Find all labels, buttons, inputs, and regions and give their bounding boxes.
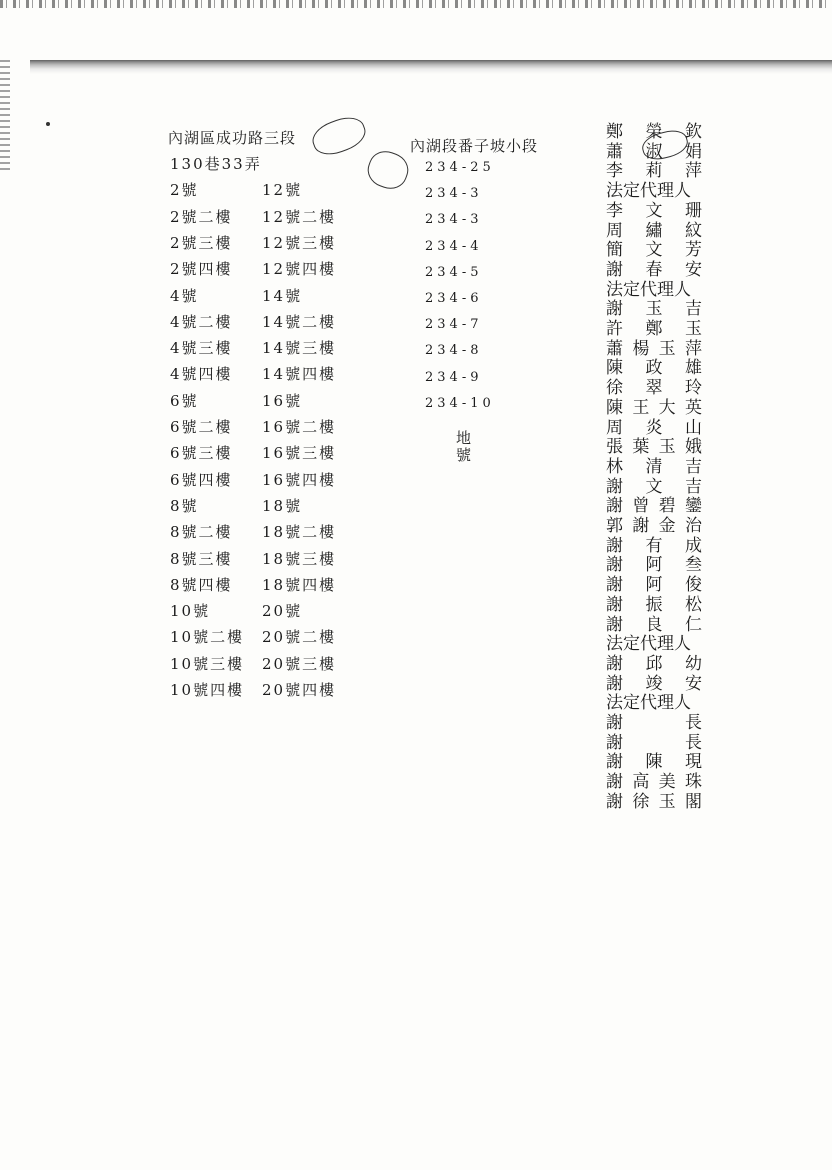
lot-number: 234-8	[425, 343, 483, 359]
address-col-a: 2號四樓	[170, 260, 233, 279]
address-col-b: 14號四樓	[262, 365, 337, 384]
address-col-b: 14號二樓	[262, 312, 337, 331]
owner-name-char: 謝	[606, 653, 623, 674]
owner-name-char: 鄭	[645, 319, 663, 339]
address-col-b: 14號	[262, 286, 303, 305]
owner-name-char: 謝	[606, 555, 623, 576]
owner-name-char: 謝	[606, 575, 623, 596]
owner-name-char: 吉	[685, 456, 702, 477]
scan-border	[30, 60, 832, 74]
address-col-a: 4號	[170, 286, 199, 305]
owner-name-char: 謝	[606, 752, 623, 773]
owner-name-char: 郭	[606, 516, 623, 536]
lot-number: 234-9	[425, 369, 483, 385]
address-col-a: 2號二樓	[170, 207, 233, 226]
owner-name-char: 珠	[684, 772, 702, 793]
owner-name-char: 謝	[606, 713, 623, 733]
owner-name-char: 鄭	[606, 122, 623, 142]
owner-name-char: 春	[645, 259, 663, 280]
owner-name-char: 娥	[684, 437, 702, 458]
owner-name-char: 安	[685, 673, 702, 694]
owner-name-char: 大	[658, 397, 676, 418]
owner-name-char: 娟	[685, 141, 702, 162]
address-col-b: 14號三樓	[262, 339, 337, 358]
owner-name-char: 萍	[684, 338, 702, 359]
owner-name-char: 曾	[632, 496, 650, 517]
owner-name-char: 高	[632, 772, 650, 793]
address-col-b: 16號四樓	[262, 470, 337, 489]
owner-name-char: 林	[606, 456, 623, 477]
lot-number: 234-10	[425, 395, 495, 411]
owner-name-char: 謝	[606, 791, 623, 812]
lot-number: 234-7	[425, 317, 483, 333]
owner-name-char: 炎	[645, 417, 663, 438]
address-col-a: 6號四樓	[170, 470, 233, 489]
address-col-b: 20號四樓	[262, 681, 337, 699]
owner-name-char: 法定代理人	[606, 634, 691, 655]
scan-speck	[46, 122, 50, 126]
address-col-a: 8號二樓	[170, 523, 233, 542]
owner-name-char: 振	[645, 594, 663, 615]
owner-name-char: 謝	[606, 496, 623, 517]
owner-name-char: 邱	[645, 653, 663, 674]
address-col-a: 130巷33弄	[170, 155, 262, 173]
owner-name-char: 翠	[645, 378, 663, 399]
owner-name-char: 阿	[645, 575, 663, 596]
address-col-b: 18號	[262, 496, 303, 515]
owner-name-char: 法定代理人	[606, 279, 691, 300]
owner-name-char: 文	[645, 240, 663, 261]
owner-name-char: 徐	[632, 791, 650, 812]
owner-name-char: 幼	[685, 653, 702, 674]
owner-name-char: 楊	[632, 338, 650, 359]
vertical-label: 地號	[454, 430, 472, 464]
owner-name-char: 李	[606, 161, 623, 182]
owner-name-char: 陳	[645, 752, 663, 773]
owner-name-char: 芳	[685, 240, 702, 261]
owner-name-char: 葉	[632, 437, 650, 458]
address-col-b: 16號二樓	[262, 418, 337, 436]
owner-name-char: 英	[684, 397, 702, 418]
owner-name-char: 政	[645, 358, 663, 379]
lot-number: 234-4	[425, 238, 483, 254]
scan-noise-top	[0, 0, 832, 8]
owner-name-char: 文	[645, 476, 663, 497]
address-col-a: 2號	[170, 181, 199, 200]
address-col-b: 12號	[262, 181, 303, 200]
lot-number: 234-3	[425, 212, 483, 228]
lot-number: 234-3	[425, 186, 483, 202]
owner-name-char: 閣	[684, 791, 702, 812]
owner-name-char: 蕭	[606, 338, 623, 359]
owner-name-char: 美	[658, 772, 676, 793]
owner-name-char: 謝	[606, 259, 623, 280]
owner-name-char: 鑾	[684, 496, 702, 517]
owner-name-char: 竣	[645, 673, 663, 694]
owner-name-char: 文	[645, 200, 663, 221]
owner-name-row	[606, 790, 702, 814]
owner-name-char: 碧	[658, 496, 676, 517]
owner-name-char: 繡	[645, 220, 663, 241]
address-col-a: 4號二樓	[170, 312, 233, 331]
owner-name-char: 陳	[606, 358, 623, 379]
owner-name-char: 榮	[645, 122, 663, 142]
owner-name-char: 阿	[645, 555, 663, 576]
scan-edge-left	[0, 60, 10, 170]
address-col-b: 16號	[262, 391, 303, 410]
owner-name-char: 金	[658, 516, 676, 536]
owner-name-char: 玉	[645, 299, 663, 320]
owner-name-char: 有	[645, 535, 663, 556]
lot-number: 234-5	[425, 264, 483, 280]
owner-name-char: 謝	[606, 673, 623, 694]
owner-name-char: 山	[685, 417, 702, 438]
owner-name-char: 玉	[658, 437, 676, 458]
owner-name-char: 王	[632, 397, 650, 418]
seal-stamp	[308, 112, 370, 161]
owner-name-char: 徐	[606, 378, 623, 399]
address-col-b: 16號三樓	[262, 444, 337, 463]
owner-name-char: 玉	[685, 319, 702, 339]
owner-name-char: 成	[685, 535, 702, 556]
address-col-b: 20號二樓	[262, 628, 337, 647]
address-col-b: 18號二樓	[262, 523, 337, 542]
middle-heading: 內湖段番子坡小段	[410, 137, 539, 155]
address-col-a: 10號二樓	[170, 628, 245, 647]
owner-name-char: 張	[606, 437, 623, 458]
owner-name-char: 俊	[685, 575, 702, 596]
address-col-b: 20號	[262, 602, 303, 621]
owner-name-char: 李	[606, 200, 623, 221]
owner-name-char: 謝	[606, 614, 623, 635]
owner-name-char: 仁	[685, 614, 702, 635]
owner-name-char: 叁	[685, 555, 702, 576]
owner-name-char: 治	[684, 516, 702, 536]
address-col-a: 4號四樓	[170, 365, 233, 384]
owner-name-char: 謝	[606, 535, 623, 556]
owner-name-char: 周	[606, 220, 623, 241]
address-col-a: 6號二樓	[170, 418, 233, 436]
address-col-b: 20號三樓	[262, 654, 337, 673]
owner-name-char: 雄	[685, 358, 702, 379]
owner-name-char: 謝	[606, 732, 623, 753]
owner-name-char: 法定代理人	[606, 693, 691, 714]
owner-name-char: 吉	[685, 299, 702, 320]
owner-name-char: 珊	[685, 200, 702, 221]
owner-name-char: 長	[685, 713, 702, 733]
address-col-b: 18號三樓	[262, 549, 337, 568]
owner-name-char: 莉	[645, 161, 663, 182]
owner-name-char: 玉	[658, 338, 676, 359]
owner-name-char: 蕭	[606, 141, 623, 162]
address-col-b: 12號三樓	[262, 233, 337, 252]
address-col-b: 12號二樓	[262, 207, 337, 226]
owner-name-char: 安	[685, 259, 702, 280]
owner-name-char: 法定代理人	[606, 181, 691, 202]
owner-name-char: 現	[685, 752, 702, 773]
owner-name-char: 松	[685, 594, 702, 615]
owner-name-char: 謝	[606, 772, 623, 793]
address-col-b: 12號四樓	[262, 260, 337, 279]
owner-name-char: 良	[645, 614, 663, 635]
address-col-a: 2號三樓	[170, 233, 233, 252]
owner-name-char: 萍	[685, 161, 702, 182]
owner-name-char: 淑	[645, 141, 663, 162]
address-col-a: 10號	[170, 602, 211, 621]
address-col-a: 10號四樓	[170, 681, 245, 699]
owner-name-char: 陳	[606, 397, 623, 418]
owner-name-char: 謝	[606, 594, 623, 615]
address-col-a: 8號	[170, 496, 199, 515]
address-col-a: 8號四樓	[170, 575, 233, 594]
owner-name-char: 清	[645, 456, 663, 477]
owner-name-char: 吉	[685, 476, 702, 497]
address-col-a: 8號三樓	[170, 549, 233, 568]
owner-name-char: 紋	[685, 220, 702, 241]
address-col-a: 6號	[170, 391, 199, 410]
owner-name-char: 謝	[606, 299, 623, 320]
lot-number: 234-25	[425, 160, 495, 175]
owner-name-char: 謝	[632, 516, 650, 536]
lot-number: 234-6	[425, 291, 483, 306]
owner-name-char: 簡	[606, 240, 623, 261]
seal-stamp	[363, 146, 413, 194]
owner-name-char: 欽	[685, 122, 702, 142]
owner-name-char: 玲	[685, 378, 702, 399]
owner-name-char: 許	[606, 319, 623, 339]
owner-name-char: 玉	[658, 791, 676, 812]
address-col-a: 4號三樓	[170, 339, 233, 358]
left-heading: 內湖區成功路三段	[168, 129, 297, 147]
owner-name-char: 周	[606, 417, 623, 438]
owner-name-char: 謝	[606, 476, 623, 497]
owner-name-char: 長	[685, 732, 702, 753]
address-col-b: 18號四樓	[262, 575, 337, 594]
address-col-a: 6號三樓	[170, 444, 233, 463]
address-col-a: 10號三樓	[170, 654, 245, 673]
